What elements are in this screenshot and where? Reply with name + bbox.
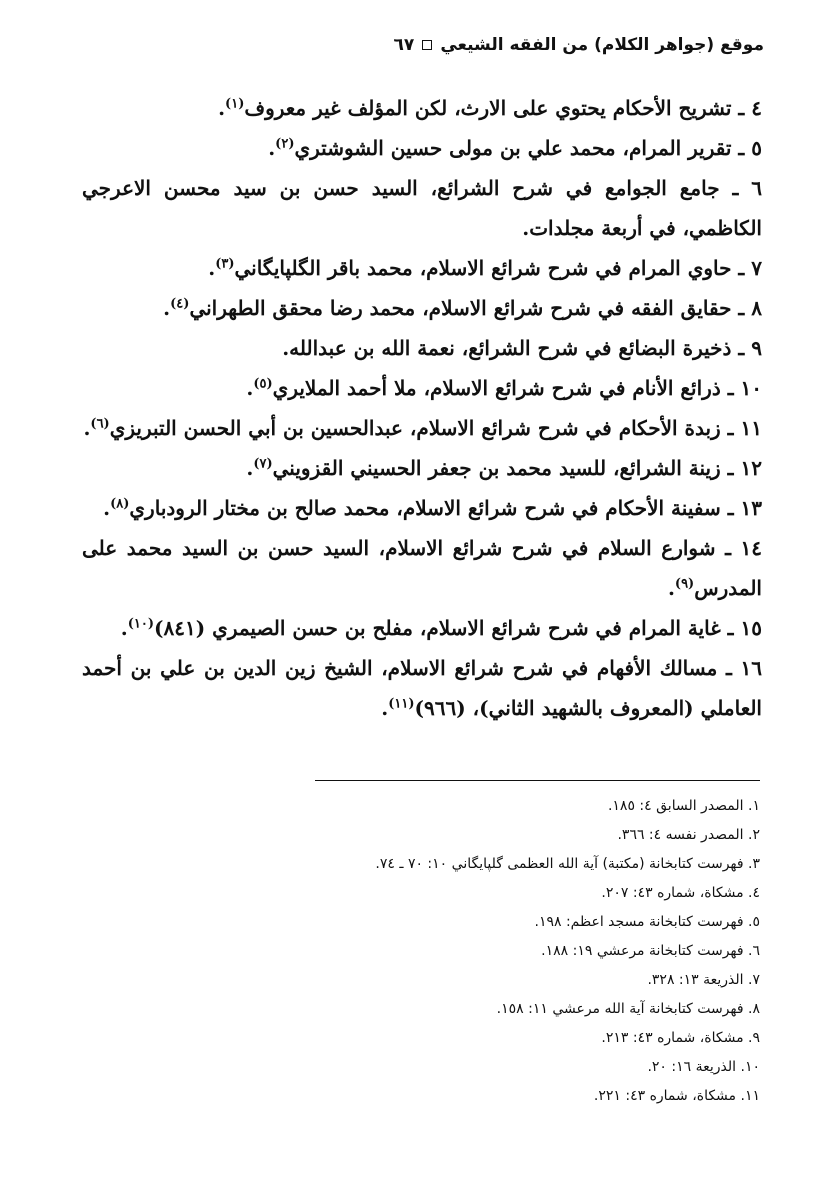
list-item: ١٤ ـ شوارع السلام في شرح شرائع الاسلام، السيد حسن بن السيد محمد على المدرس$^{(٩)}$. bbox=[82, 536, 762, 600]
footnote-ref[interactable]: (٥) bbox=[253, 376, 273, 392]
list-item: ٧ ـ حاوي المرام في شرح شرائع الاسلام، محمد باقر الگلپايگاني$^{(٣)}$. bbox=[208, 256, 762, 280]
footnote-ref[interactable]: (٢) bbox=[275, 136, 295, 152]
square-separator-icon bbox=[422, 40, 432, 50]
footnote-ref[interactable]: (٨) bbox=[110, 496, 130, 512]
page-number: ٦٧ bbox=[393, 35, 415, 55]
list-item: ٦ ـ جامع الجوامع في شرح الشرائع، السيد حسن بن سيد محسن الاعرجي الكاظمي، في أربعة مجلدات. bbox=[82, 176, 762, 240]
running-header bbox=[32, 30, 764, 60]
footnote-ref[interactable]: (١) bbox=[225, 96, 245, 112]
footnote-ref[interactable]: (٦) bbox=[90, 416, 110, 432]
footnote: ٢. المصدر نفسه ٤: ٣٦٦. bbox=[617, 827, 760, 843]
footnote-ref[interactable]: (٧) bbox=[253, 456, 273, 472]
footnote: ٤. مشكاة، شماره ٤٣: ٢٠٧. bbox=[601, 885, 760, 901]
list-item: ١٠ ـ ذرائع الأنام في شرح شرائع الاسلام، ملا أحمد الملايري$^{(٥)}$. bbox=[246, 376, 762, 400]
list-item: ٥ ـ تقرير المرام، محمد علي بن مولى حسين الشوشتري$^{(٢)}$. bbox=[268, 136, 762, 160]
footnote-ref[interactable]: (١٠) bbox=[127, 616, 155, 632]
footnote: ٥. فهرست كتابخانة مسجد اعظم: ١٩٨. bbox=[534, 914, 760, 930]
footnote: ٦. فهرست كتابخانة مرعشي ١٩: ١٨٨. bbox=[541, 943, 760, 959]
list-item: ١٥ ـ غاية المرام في شرح شرائع الاسلام، مفلح بن حسن الصيمري (٨٤١)$^{(١٠)}$. bbox=[120, 616, 762, 640]
header-title: موقع (جواهر الكلام) من الفقه الشيعي bbox=[440, 35, 764, 55]
list-item: ١٦ ـ مسالك الأفهام في شرح شرائع الاسلام، الشيخ زين الدين بن علي بن أحمد العاملي (المعروف بالشهيد الثاني)، (٩٦٦)$^{(١١)}$. bbox=[82, 656, 762, 720]
footnote-ref[interactable]: (١١) bbox=[388, 696, 415, 712]
list-item: ٤ ـ تشريح الأحكام يحتوي على الارث، لكن المؤلف غير معروف$^{(١)}$. bbox=[218, 96, 762, 120]
list-item: ١٢ ـ زينة الشرائع، للسيد محمد بن جعفر الحسيني القزويني$^{(٧)}$. bbox=[246, 456, 762, 480]
footnotes bbox=[320, 792, 760, 1111]
footnote: ١١. مشكاة، شماره ٤٣: ٢٢١. bbox=[593, 1088, 760, 1104]
list-item: ١١ ـ زبدة الأحكام في شرح شرائع الاسلام، عبدالحسين بن أبي الحسن التبريزي$^{(٦)}$. bbox=[83, 416, 762, 440]
footnote: ٧. الذريعة ١٣: ٣٢٨. bbox=[647, 972, 760, 988]
footnote-ref[interactable]: (٤) bbox=[170, 296, 190, 312]
manuscript-list bbox=[82, 88, 762, 728]
footnote: ٩. مشكاة، شماره ٤٣: ٢١٣. bbox=[601, 1030, 760, 1046]
footnote: ٨. فهرست كتابخانة آية الله مرعشي ١١: ١٥٨. bbox=[496, 1001, 760, 1017]
footnote-divider bbox=[315, 780, 760, 781]
footnote: ١. المصدر السابق ٤: ١٨٥. bbox=[607, 798, 760, 814]
footnote-ref[interactable]: (٩) bbox=[674, 576, 695, 592]
footnote: ٣. فهرست كتابخانة (مكتبة) آية الله العظمى گلپايگاني ١٠: ٧٠ ـ ٧٤. bbox=[375, 856, 760, 872]
list-item: ٨ ـ حقايق الفقه في شرح شرائع الاسلام، محمد رضا محقق الطهراني$^{(٤)}$. bbox=[163, 296, 762, 320]
footnote-ref[interactable]: (٣) bbox=[215, 256, 235, 272]
footnote: ١٠. الذريعة ١٦: ٢٠. bbox=[647, 1059, 760, 1075]
list-item: ٩ ـ ذخيرة البضائع في شرح الشرائع، نعمة الله بن عبدالله. bbox=[282, 336, 762, 360]
list-item: ١٣ ـ سفينة الأحكام في شرح شرائع الاسلام، محمد صالح بن مختار الرودباري$^{(٨)}$. bbox=[103, 496, 762, 520]
